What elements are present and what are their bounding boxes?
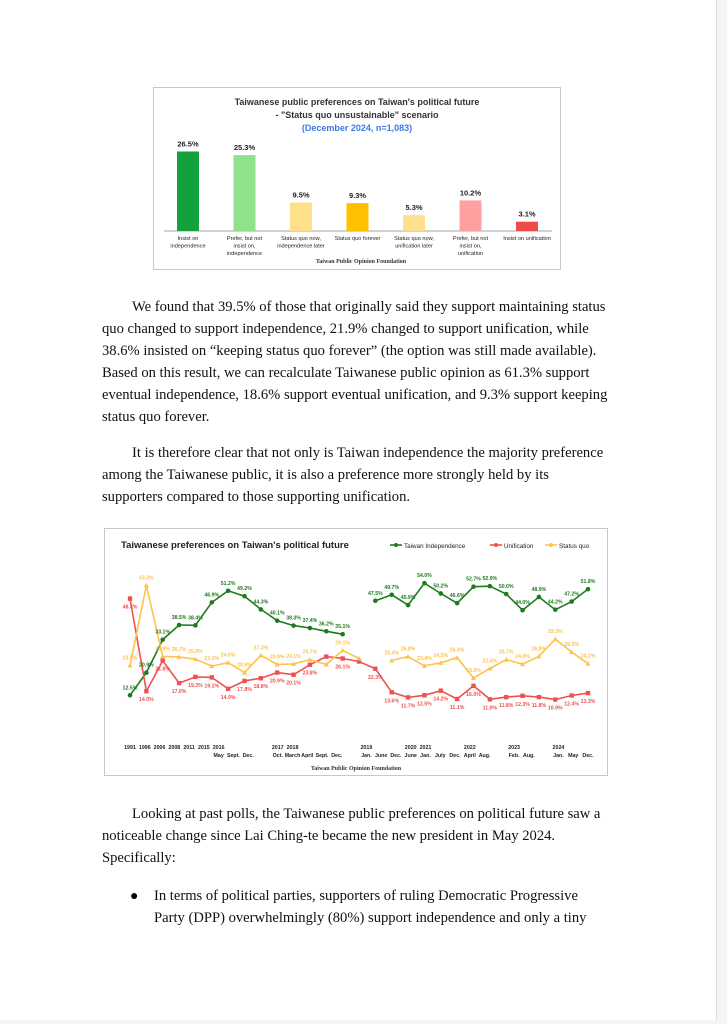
figure1-category-label: unification <box>457 251 484 257</box>
figure1-category-label: Status quo now, <box>281 236 321 242</box>
paragraph-3: Looking at past polls, the Taiwanese public preferences on political future saw a noticeable change since Lai Ching-te became the new president in May 2024. Specifically: <box>102 806 601 866</box>
political-future-trend-chart <box>104 528 608 776</box>
x-axis-month-label: Jan. <box>361 753 372 759</box>
data-label: 44.0% <box>515 600 530 607</box>
bullet-marker: ● <box>130 889 139 904</box>
data-label: 50.2% <box>433 583 449 590</box>
data-label: 49.7% <box>384 584 400 591</box>
data-label: 25.7% <box>302 649 318 656</box>
data-point <box>553 697 557 701</box>
paragraph-1: We found that 39.5% of those that originally said they support maintaining status quo changed to support independence, 21.9% changed to support unification, while 38.6% insisted on “keeping status quo forever” (the option was still made available). Based on this result, we can recalculate Taiwanese public opinion as 61.3% support eventual independence, 18.6% support eventual unification, and 9.3% support keeping status quo forever. <box>102 299 608 425</box>
x-axis-year-label: 2017 <box>271 745 284 751</box>
data-label: 10.9% <box>547 705 563 712</box>
data-point <box>324 654 328 658</box>
x-axis-year-label: 2021 <box>419 745 432 751</box>
x-axis-month-label: Oct. <box>272 753 283 759</box>
data-label: 12.5% <box>417 701 432 708</box>
figure1-value-label: 9.3% <box>348 191 367 201</box>
data-point <box>275 618 280 623</box>
figure1-category-label: independence later <box>277 243 325 250</box>
figure1-value-label: 5.3% <box>405 203 423 213</box>
data-label: 45.9% <box>400 595 416 602</box>
figure1-svg <box>154 88 560 269</box>
data-label: 52.7% <box>466 576 481 583</box>
data-label: 19.1% <box>204 683 220 690</box>
data-point <box>128 663 133 668</box>
data-point <box>259 607 264 612</box>
data-label: 18.8% <box>253 684 269 691</box>
x-axis-year-label: 2018 <box>286 745 299 751</box>
data-point <box>439 688 443 692</box>
data-point <box>569 599 574 604</box>
data-point <box>291 623 296 628</box>
data-point <box>455 697 459 701</box>
data-label: 50.0% <box>498 584 514 590</box>
data-label: 47.5% <box>367 590 383 597</box>
data-label: 16.0% <box>466 691 481 698</box>
data-point <box>520 608 525 613</box>
x-axis-month-label: Feb. <box>508 753 520 759</box>
figure1-bar <box>177 152 199 232</box>
data-point <box>209 600 214 605</box>
data-point <box>438 591 443 596</box>
data-label: 33.1% <box>155 629 171 636</box>
data-label: 14.9% <box>220 694 236 701</box>
data-point <box>373 598 378 603</box>
x-axis-year-label: 2008 <box>168 745 181 751</box>
bullet-item: In terms of political parties, supporters of ruling Democratic Progressive Party (DPP) overwhelmingly (80%) support independence and only a tiny <box>154 888 587 926</box>
figure1-value-label: 10.2% <box>459 188 482 198</box>
x-axis-year-label: 2020 <box>404 745 417 751</box>
x-axis-month-label: Sept. <box>226 753 240 759</box>
data-point <box>520 694 524 698</box>
data-point <box>422 581 427 586</box>
data-label: 14.2% <box>433 696 449 703</box>
data-label: 14.0% <box>138 697 154 704</box>
data-point <box>422 693 426 697</box>
data-label: 22.3% <box>367 674 383 681</box>
data-label: 12.4% <box>564 701 580 708</box>
data-label: 38.4% <box>188 615 203 622</box>
data-label: 35.1% <box>335 624 351 631</box>
data-label: 26.1% <box>335 664 351 671</box>
figure1-title-line1: Taiwanese public preferences on Taiwan's political future <box>234 97 480 107</box>
data-label: 26.9% <box>531 646 547 653</box>
data-label: 11.8% <box>498 703 514 710</box>
data-label: 11.7% <box>400 703 416 710</box>
data-point <box>373 667 377 671</box>
data-label: 23.8% <box>302 670 318 677</box>
data-label: 48.3% <box>122 604 138 611</box>
figure1-category-label: Prefer, but not <box>452 236 489 242</box>
data-point <box>177 623 182 628</box>
data-label: 27.3% <box>253 645 269 652</box>
data-point <box>242 679 246 683</box>
data-point <box>537 595 542 600</box>
x-axis-month-label: Dec. <box>582 753 594 759</box>
legend-label: Taiwan Independence <box>404 543 466 550</box>
data-point <box>390 690 394 694</box>
x-axis-year-label: 1996 <box>138 745 151 751</box>
data-label: 12.3% <box>515 701 530 708</box>
paragraph-2: It is therefore clear that not only is Taiwan independence the majority preference among the Taiwanese public, it is also a preference more strongly held by its supporters compared to those supporting unification. <box>102 445 604 505</box>
data-point <box>308 663 312 667</box>
data-label: 33.3% <box>547 629 563 636</box>
data-point <box>128 693 133 698</box>
data-label: 52.9% <box>482 576 498 583</box>
data-point <box>389 593 394 598</box>
data-label: 51.2% <box>220 580 236 587</box>
figure1-bar <box>290 203 312 232</box>
data-point <box>553 607 558 612</box>
x-axis-year-label: 2022 <box>463 745 476 751</box>
figure1-value-label: 3.1% <box>518 209 536 219</box>
data-point <box>193 623 198 628</box>
data-label: 25.7% <box>498 649 514 656</box>
data-label: 46.9% <box>204 592 220 599</box>
x-axis-month-label: April <box>463 753 476 759</box>
x-axis-year-label: 2011 <box>183 745 195 751</box>
data-point <box>340 656 344 660</box>
data-point <box>504 695 508 699</box>
data-point <box>128 596 132 600</box>
figure2-title: Taiwanese preferences on Taiwan's political future <box>121 540 349 551</box>
data-point <box>537 695 541 699</box>
figure1-bar <box>460 200 482 231</box>
x-axis-year-label: 2006 <box>153 745 166 751</box>
data-label: 11.0% <box>482 705 498 712</box>
legend-marker <box>494 543 498 547</box>
data-point <box>144 689 148 693</box>
x-axis-month-label: Dec. <box>449 753 461 759</box>
data-label: 17.0% <box>171 689 187 696</box>
data-point <box>324 629 329 634</box>
data-label: 48.9% <box>531 586 547 593</box>
figure1-category-label: insist on, <box>233 243 256 250</box>
data-label: 20.1% <box>286 680 301 687</box>
figure1-category-label: Status quo now, <box>394 236 434 242</box>
data-point <box>586 691 590 695</box>
x-axis-year-label: 2015 <box>197 745 210 751</box>
data-point <box>275 670 279 674</box>
data-label: 24.2% <box>580 653 596 660</box>
x-axis-month-label: Sept. <box>315 753 329 759</box>
data-label: 44.3% <box>253 599 269 606</box>
x-axis-month-label: May <box>568 753 579 759</box>
x-axis-year-label: 2023 <box>508 745 521 751</box>
x-axis-month-label: Dec. <box>331 753 343 759</box>
data-point <box>160 637 165 642</box>
data-label: 38.3% <box>286 615 301 622</box>
x-axis-year-label: 2024 <box>552 745 565 751</box>
data-label: 26.8% <box>400 646 416 653</box>
legend-label: Unification <box>504 543 534 550</box>
x-axis-month-label: Jan. <box>553 753 564 759</box>
figure1-category-label: Prefer, but not <box>226 236 263 242</box>
data-point <box>144 670 149 675</box>
x-axis-month-label: June <box>374 753 388 759</box>
data-label: 40.1% <box>269 610 285 617</box>
data-label: 24.6% <box>220 652 236 659</box>
data-label: 23.4% <box>417 655 432 662</box>
figure1-category-label: independence <box>226 251 263 257</box>
data-label: 20.9% <box>269 678 285 685</box>
figure1-source: Taiwan Public Opinion Foundation <box>315 259 407 265</box>
data-label: 25.9% <box>188 649 203 656</box>
legend-label: Status quo <box>559 543 590 550</box>
data-label: 26.7% <box>171 646 187 653</box>
data-label: 19.3% <box>188 682 203 689</box>
x-axis-month-label: Jan. <box>420 753 431 759</box>
x-axis-month-label: March <box>284 753 301 759</box>
data-label: 23.5% <box>122 655 138 662</box>
data-label: 51.8% <box>580 579 596 586</box>
data-label: 24.1% <box>286 653 301 660</box>
data-point <box>259 676 263 680</box>
figure1-bar <box>403 215 425 231</box>
data-point <box>488 697 492 701</box>
figure1-category-label: independence <box>170 243 206 250</box>
figure1-category-label: Insist on unification <box>503 236 551 242</box>
data-point <box>569 693 573 697</box>
figure1-subtitle: (December 2024, n=1,083) <box>301 123 413 133</box>
data-point <box>553 637 558 642</box>
data-point <box>308 626 313 631</box>
x-axis-month-label: July <box>434 753 446 759</box>
data-point <box>471 584 476 589</box>
x-axis-month-label: Aug. <box>478 753 491 759</box>
x-axis-month-label: Aug. <box>523 753 535 759</box>
data-label: 49.2% <box>237 586 252 593</box>
figure1-bar <box>234 155 256 231</box>
legend-marker <box>394 543 398 547</box>
data-label: 28.5% <box>564 642 580 649</box>
data-point <box>161 658 165 662</box>
figure1-title-line2: - "Status quo unsustainable" scenario <box>275 110 439 120</box>
data-label: 37.4% <box>302 618 318 625</box>
x-axis-year-label: 2019 <box>360 745 373 751</box>
data-label: 46.6% <box>449 593 465 600</box>
data-label: 26.4% <box>449 647 465 654</box>
data-point <box>177 681 181 685</box>
data-label: 44.2% <box>547 599 563 606</box>
figure1-category-label: unification later <box>395 243 433 250</box>
data-point <box>242 594 247 599</box>
data-label: 20.9% <box>237 662 252 669</box>
data-label: 23.9% <box>269 654 285 661</box>
data-label: 36.2% <box>318 621 334 628</box>
x-axis-month-label: Dec. <box>242 753 254 759</box>
data-point <box>226 687 230 691</box>
data-point <box>340 648 345 653</box>
data-label: 38.5% <box>171 615 187 622</box>
data-label: 21.8% <box>155 666 171 673</box>
legend-marker <box>549 543 553 547</box>
data-point <box>471 684 475 688</box>
data-label: 23.3% <box>204 656 220 663</box>
data-point <box>193 675 197 679</box>
figure2-source: Taiwan Public Opinion Foundation <box>310 766 402 772</box>
x-axis-year-label: 2016 <box>212 745 225 751</box>
figure1-category-label: Status quo forever <box>334 236 381 242</box>
data-label: 54.0% <box>417 573 432 580</box>
data-label: 26.9% <box>155 646 171 653</box>
data-label: 24.0% <box>515 654 530 661</box>
data-point <box>144 583 149 588</box>
data-point <box>226 588 231 593</box>
data-label: 18.9% <box>466 667 481 674</box>
data-label: 53.2% <box>138 575 154 582</box>
figure1-category-label: insist on, <box>459 243 482 250</box>
status-quo-unsustainable-chart <box>153 87 561 270</box>
data-point <box>210 675 214 679</box>
data-point <box>488 584 493 589</box>
data-label: 24.5% <box>433 652 449 659</box>
data-label: 22.4% <box>482 658 498 665</box>
x-axis-month-label: May <box>213 753 224 759</box>
x-axis-month-label: Dec. <box>390 753 402 759</box>
x-axis-month-label: April <box>301 753 314 759</box>
figure1-value-label: 25.3% <box>233 143 256 153</box>
data-label: 11.1% <box>449 705 465 712</box>
data-point <box>258 653 263 658</box>
data-label: 17.8% <box>237 686 252 693</box>
data-point <box>406 695 410 699</box>
figure2-svg <box>105 529 607 775</box>
data-point <box>455 601 460 606</box>
data-label: 20.9% <box>138 662 154 669</box>
data-label: 29.1% <box>335 640 351 647</box>
figure1-value-label: 26.5% <box>177 139 199 149</box>
data-point <box>291 673 295 677</box>
data-label: 11.8% <box>531 703 547 710</box>
figure1-value-label: 9.5% <box>292 190 310 200</box>
x-axis-month-label: June <box>404 753 417 759</box>
figure1-bar <box>516 222 538 231</box>
figure1-category-label: Insist on <box>177 236 199 242</box>
data-label: 13.3% <box>580 699 596 706</box>
data-label: 13.6% <box>384 698 400 705</box>
figure1-bar <box>347 203 369 231</box>
data-point <box>586 587 591 592</box>
data-label: 47.2% <box>564 591 580 598</box>
data-point <box>340 632 345 637</box>
data-label: 12.5% <box>122 685 138 692</box>
data-point <box>406 603 411 608</box>
x-axis-year-label: 1991 <box>124 745 136 751</box>
data-label: 25.4% <box>384 650 400 657</box>
data-point <box>504 592 509 597</box>
